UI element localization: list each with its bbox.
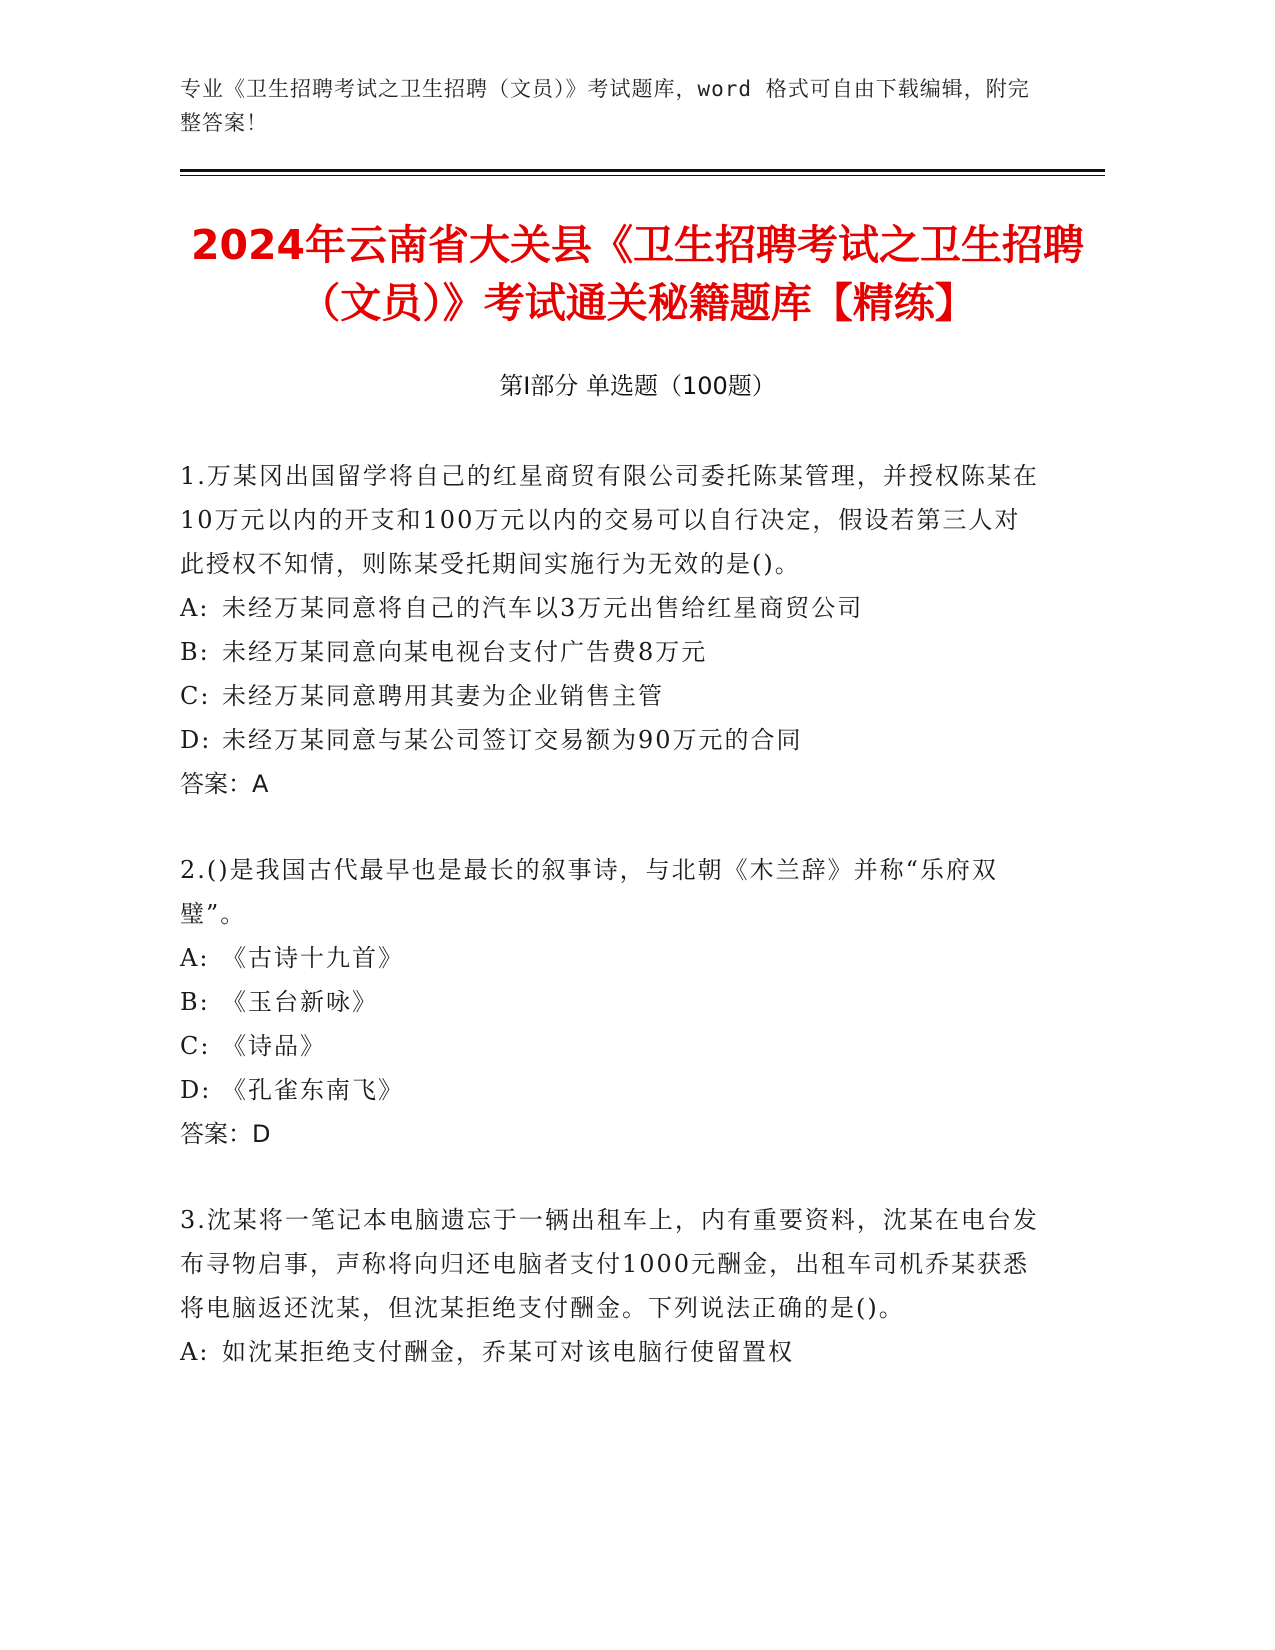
option-letter: A: [180,594,210,622]
option-letter: D: [180,726,212,754]
option-text: 未经万某同意向某电视台支付广告费8万元 [222,638,708,666]
option-letter: A: [180,944,210,972]
option-a [180,1330,1040,1374]
option-a [180,936,1040,980]
option-text: 《古诗十九首》 [222,944,404,972]
answer: 答案：A [180,770,269,798]
question-3 [180,1198,1040,1374]
option-b [180,630,1040,674]
question-list [180,454,1040,1416]
option-d [180,1068,1040,1112]
option-text: 未经万某同意聘用其妻为企业销售主管 [222,682,664,710]
option-b [180,980,1040,1024]
option-a [180,586,1040,630]
option-text: 《诗品》 [222,1032,326,1060]
document-title: 2024年云南省大关县《卫生招聘考试之卫生招聘（文员）》考试通关秘籍题库【精练】 [190,221,1085,327]
header-rule-thick [180,169,1105,172]
header-rule-thin [180,175,1105,176]
option-letter: C: [180,1032,211,1060]
option-text: 《孔雀东南飞》 [222,1076,404,1104]
option-letter: B: [180,988,210,1016]
option-text: 未经万某同意将自己的汽车以3万元出售给红星商贸公司 [222,594,864,622]
option-letter: A: [180,1338,210,1366]
question-stem: 3.沈某将一笔记本电脑遗忘于一辆出租车上，内有重要资料，沈某在电台发布寻物启事，声称将向归还电脑者支付1000元酬金，出租车司机乔某获悉将电脑返还沈某，但沈某拒绝支付酬金。下列说法正确的是()。 [180,1206,1039,1322]
option-text: 《玉台新咏》 [222,988,378,1016]
option-c [180,674,1040,718]
question-stem: 1.万某冈出国留学将自己的红星商贸有限公司委托陈某管理，并授权陈某在10万元以内的开支和100万元以内的交易可以自行决定，假设若第三人对此授权不知情，则陈某受托期间实施行为无效的是()。 [180,462,1039,578]
header-note: 专业《卫生招聘考试之卫生招聘（文员）》考试题库，word 格式可自由下载编辑，附完整答案！ [180,77,1030,135]
section-title: 第Ⅰ部分 单选题（100题） [499,372,776,400]
option-d [180,718,1040,762]
option-c [180,1024,1040,1068]
answer: 答案：D [180,1120,271,1148]
question-stem: 2.()是我国古代最早也是最长的叙事诗，与北朝《木兰辞》并称“乐府双璧”。 [180,856,998,928]
option-text: 如沈某拒绝支付酬金，乔某可对该电脑行使留置权 [222,1338,794,1366]
option-text: 未经万某同意与某公司签订交易额为90万元的合同 [222,726,803,754]
question-1 [180,454,1040,806]
option-letter: C: [180,682,211,710]
option-letter: D: [180,1076,212,1104]
question-2 [180,848,1040,1156]
option-letter: B: [180,638,210,666]
